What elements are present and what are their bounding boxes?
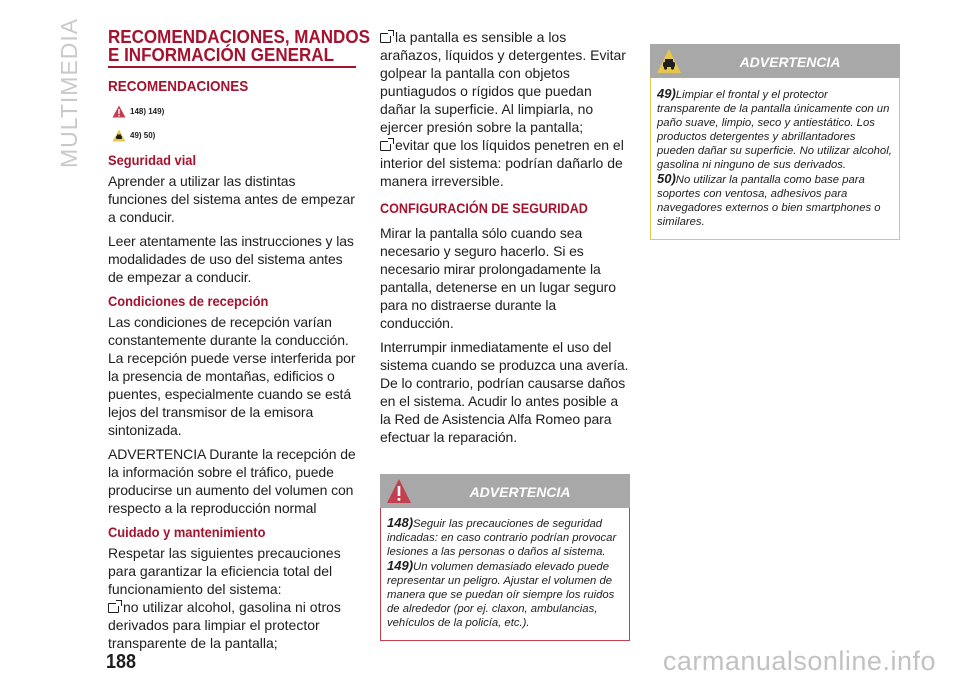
caution-title: ADVERTENCIA (739, 54, 841, 70)
note-number: 50) (657, 171, 676, 186)
note-text: No utilizar la pantalla como base para soportes con ventosa, adhesivos para navegadores externos o bien smartphones o similares. (657, 174, 881, 228)
list-item (380, 28, 630, 136)
caution-note (657, 172, 893, 229)
caution-ref-row (112, 125, 356, 145)
note-number: 149) (387, 558, 414, 573)
section-side-label: MULTIMEDIA (56, 17, 82, 168)
warning-note (387, 516, 623, 559)
paragraph: ADVERTENCIA Durante la recepción de la información sobre el tráfico, puede producirse un aumento del volumen con respecto a la reproducción normal (108, 446, 356, 516)
note-number: 148) (387, 515, 414, 530)
caution-box (650, 78, 900, 240)
warning-ref-row (112, 101, 356, 121)
paragraph: Aprender a utilizar las distintas funciones del sistema antes de empezar a conducir. (108, 173, 355, 225)
subtitle-recomendaciones: RECOMENDACIONES (108, 78, 249, 95)
warning-title: ADVERTENCIA (469, 484, 571, 500)
page-title-line1: RECOMENDACIONES, MANDOS (108, 26, 370, 47)
list-item (380, 136, 630, 190)
list-item-text: la pantalla es sensible a los arañazos, líquidos y detergentes. Evitar golpear la pantalla con objetos puntiagudos o rígidos que puedan dañar la superficie. Al limpiarla, no ejercer presión sobre la pantalla; (380, 29, 626, 135)
warning-header (380, 474, 630, 508)
column-right (650, 44, 900, 240)
heading-seguridad-vial: Seguridad vial (108, 152, 197, 168)
bullet-box-icon (108, 603, 119, 613)
page-number: 188 (106, 651, 137, 673)
title-divider (108, 66, 356, 68)
warning-triangle-icon (112, 105, 126, 118)
bullet-box-icon (380, 33, 391, 43)
page-title-line2: E INFORMACIÓN GENERAL (108, 44, 334, 65)
note-text: Limpiar el frontal y el protector transparente de la pantalla únicamente con un paño suave, limpio, seco y antiestático. Los productos detergentes y abrillantadores pueden dañar su superficie. No utilizar alcohol, gasolina ni ninguno de sus derivados. (657, 89, 892, 171)
paragraph: Respetar las siguientes precauciones para garantizar la eficiencia total del funcionamiento del sistema: (108, 545, 341, 597)
watermark: carmanualsonline.info (662, 646, 936, 676)
list-item-text: evitar que los líquidos penetren en el interior del sistema: podrían dañarlo de manera irreversible. (380, 137, 624, 189)
note-text: Un volumen demasiado elevado puede representar un peligro. Ajustar el volumen de manera que se puedan oír siempre los ruidos de alrededor (por ej. claxon, ambulancias, vehículos de la policía, etc.). (387, 561, 615, 629)
heading-cuidado-mantenimiento: Cuidado y mantenimiento (108, 524, 266, 540)
note-number: 49) (657, 86, 676, 101)
bullet-box-icon (380, 141, 391, 151)
paragraph: Leer atentamente las instrucciones y las modalidades de uso del sistema antes de empezar a conducir. (108, 233, 354, 285)
paragraph: Las condiciones de recepción varían constantemente durante la conducción. La recepción puede verse interferida por la presencia de montañas, edificios o puentes, especialmente cuando se está lejos del transmisor de la emisora sintonizada. (108, 314, 356, 438)
caution-note (657, 87, 893, 172)
heading-configuracion-seguridad: CONFIGURACIÓN DE SEGURIDAD (380, 200, 588, 216)
warning-box (380, 508, 630, 641)
caution-car-icon (112, 129, 126, 142)
paragraph: Interrumpir inmediatamente el uso del sistema cuando se produzca una avería. De lo contrario, podrían causarse daños en el sistema. Acudir lo antes posible a la Red de Asistencia Alfa Romeo para efectuar la reparación. (380, 339, 629, 445)
caution-ref-numbers: 49) 50) (130, 130, 156, 140)
column-middle (380, 28, 630, 641)
heading-condiciones-recepcion: Condiciones de recepción (108, 293, 269, 309)
warning-ref-numbers: 148) 149) (130, 106, 165, 116)
list-item (108, 598, 356, 652)
caution-header (650, 44, 900, 78)
warning-note (387, 559, 623, 630)
list-item-text: no utilizar alcohol, gasolina ni otros derivados para limpiar el protector transparente de la pantalla; (108, 599, 341, 651)
column-left (108, 26, 370, 652)
paragraph: Mirar la pantalla sólo cuando sea necesario y seguro hacerlo. Si es necesario mirar prolongadamente la pantalla, detenerse en un lugar seguro para no distraerse durante la conducción. (380, 225, 616, 331)
note-text: Seguir las precauciones de seguridad indicadas: en caso contrario podrían provocar lesiones a las personas o daños al sistema. (387, 518, 617, 558)
